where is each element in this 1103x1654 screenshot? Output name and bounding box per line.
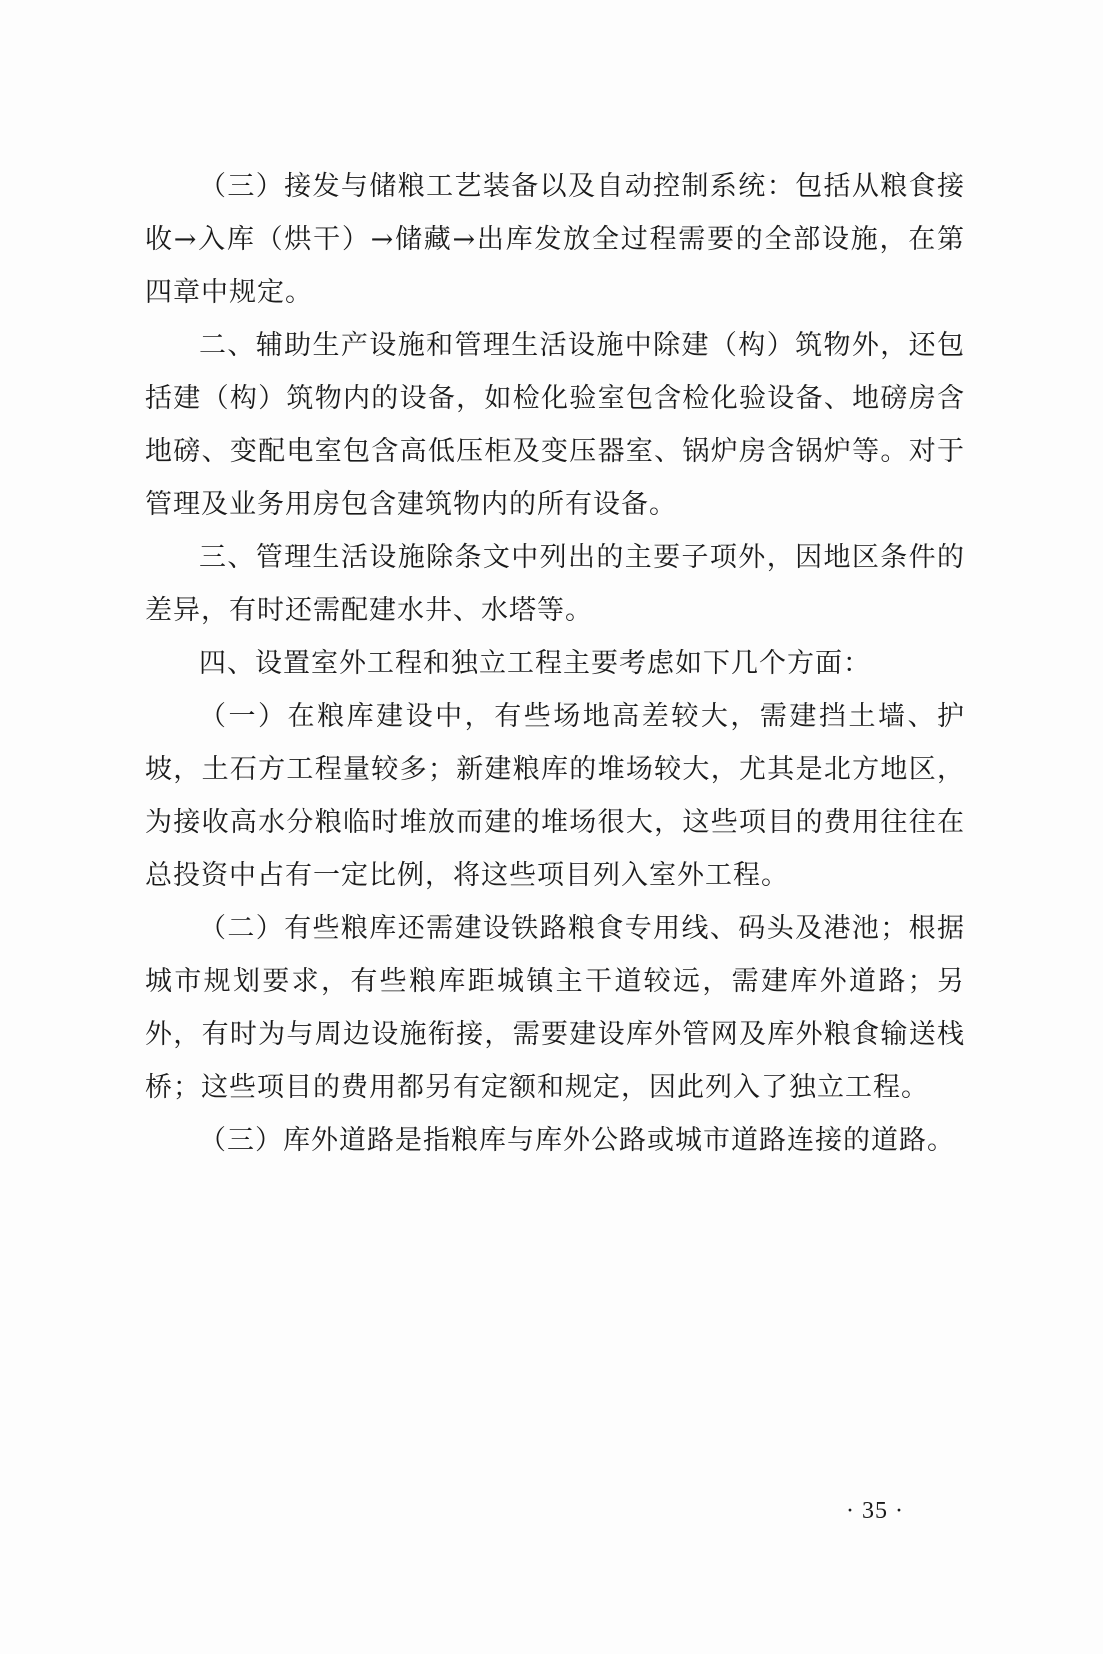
paragraph-6: （二）有些粮库还需建设铁路粮食专用线、码头及港池；根据城市规划要求，有些粮库距城镇主干道较远，需建库外道路；另外，有时为与周边设施衔接，需要建设库外管网及库外粮食输送栈桥；这些项目的费用都另有定额和规定，因此列入了独立工程。 (145, 913, 965, 1103)
page-number: · 35 · (846, 1498, 904, 1524)
paragraph-7: （三）库外道路是指粮库与库外公路或城市道路连接的道路。 (199, 1125, 955, 1156)
body-text (145, 160, 965, 1167)
paragraph-1: （三）接发与储粮工艺装备以及自动控制系统：包括从粮食接收→入库（烘干）→储藏→出库发放全过程需要的全部设施，在第四章中规定。 (145, 171, 965, 308)
paragraph-5: （一）在粮库建设中，有些场地高差较大，需建挡土墙、护坡，土石方工程量较多；新建粮库的堆场较大，尤其是北方地区，为接收高水分粮临时堆放而建的堆场很大，这些项目的费用往往在总投资中占有一定比例，将这些项目列入室外工程。 (145, 701, 965, 891)
paragraph-2: 二、辅助生产设施和管理生活设施中除建（构）筑物外，还包括建（构）筑物内的设备，如检化验室包含检化验设备、地磅房含地磅、变配电室包含高低压柜及变压器室、锅炉房含锅炉等。对于管理及业务用房包含建筑物内的所有设备。 (145, 330, 965, 520)
paragraph-3: 三、管理生活设施除条文中列出的主要子项外，因地区条件的差异，有时还需配建水井、水塔等。 (145, 542, 965, 626)
paragraph-4: 四、设置室外工程和独立工程主要考虑如下几个方面： (199, 648, 871, 679)
